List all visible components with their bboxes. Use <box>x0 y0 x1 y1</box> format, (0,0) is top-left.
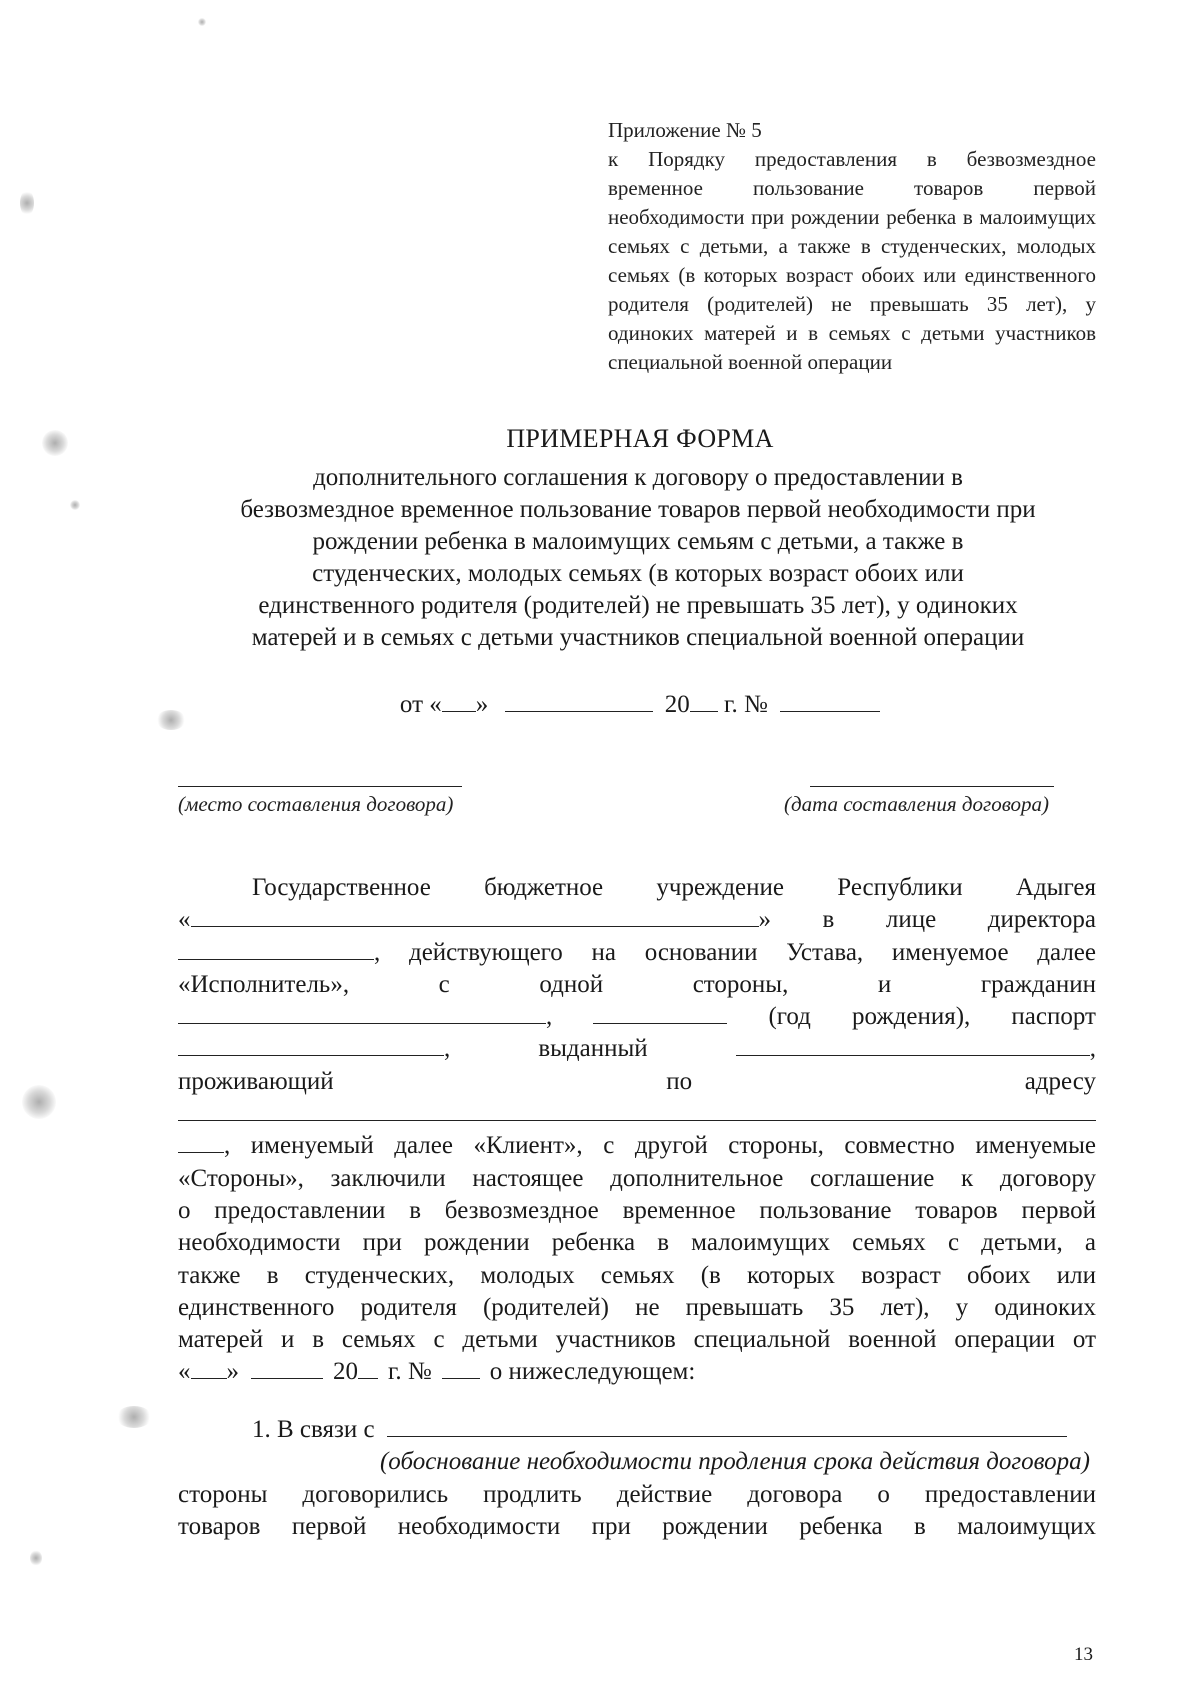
preamble-line-5 <box>178 1001 1096 1033</box>
scan-speck <box>116 1406 152 1428</box>
contract-month-blank[interactable] <box>251 1356 323 1379</box>
birth-year-blank[interactable] <box>593 1001 727 1024</box>
date-quote-close: » <box>475 691 489 718</box>
scan-speck <box>42 430 68 456</box>
year-blank[interactable] <box>690 689 718 712</box>
preamble-line-7 <box>178 1066 1096 1098</box>
preamble-line-4 <box>178 969 1096 1001</box>
form-subtitle <box>178 462 1098 654</box>
word: одной <box>539 970 604 998</box>
word: лице <box>885 906 937 934</box>
preamble-text-line: о предоставлении в безвозмездное временное пользование товаров первой <box>178 1196 1096 1224</box>
citizen-name-blank[interactable] <box>178 1001 546 1024</box>
year-prefix: 20 <box>333 1358 358 1386</box>
scan-speck <box>20 190 34 216</box>
preamble-line-2 <box>178 904 1096 936</box>
number-label: г. № <box>388 1358 432 1386</box>
preamble-text-line: «Стороны», заключили настоящее дополнительное соглашение к договору <box>178 1164 1096 1192</box>
preamble-text-line: необходимости при рождении ребенка в малоимущих семьях с детьми, а <box>178 1229 1096 1257</box>
reason-blank[interactable] <box>387 1414 1067 1437</box>
clause-1-text-line: стороны договорились продлить действие договора о предоставлении <box>178 1480 1096 1508</box>
preamble-text: , именуемый далее «Клиент», с другой стороны, совместно именуемые <box>224 1132 1096 1160</box>
place-caption: (место составления договора) <box>178 792 454 816</box>
subtitle-line: единственного родителя (родителей) не превышать 35 лет), у одиноких <box>258 592 1018 619</box>
word: по <box>666 1067 693 1095</box>
comma: , <box>546 1003 553 1031</box>
appendix-text: к Порядку предоставления в безвозмездное временное пользование товаров первой необходимости при рождении ребенка в малоимущих семьях с детьми, а также в студенческих, молодых семьях (в которых возраст обоих или единственного родителя (родителей) не превышать 35 лет), у одиноких матерей и в семьях с детьми участников специальной военной операции <box>608 147 1096 374</box>
appendix-block <box>608 116 1096 377</box>
word: (год <box>768 1003 811 1031</box>
director-name-blank[interactable] <box>178 937 374 960</box>
word: стороны, <box>692 970 789 998</box>
comma: , <box>1089 1035 1096 1063</box>
preamble-text: , действующего на основании Устава, именуемое далее <box>374 938 1096 966</box>
month-blank[interactable] <box>505 689 653 712</box>
day-blank[interactable] <box>442 689 476 712</box>
clause-1 <box>178 1414 1096 1543</box>
place-line[interactable] <box>178 786 462 787</box>
address-end-blank[interactable] <box>178 1130 224 1153</box>
word: бюджетное <box>484 874 604 901</box>
preamble-text: о нижеследующем: <box>489 1358 696 1386</box>
date-line[interactable] <box>810 786 1054 787</box>
year-prefix: 20 <box>664 691 690 718</box>
issued-by-blank[interactable] <box>736 1033 1090 1056</box>
passport-blank[interactable] <box>178 1033 444 1056</box>
word: рождения), <box>852 1003 971 1031</box>
clause-1-text-line: товаров первой необходимости при рождении ребенка в малоимущих <box>178 1512 1096 1540</box>
preamble-line-1 <box>178 872 1096 904</box>
word: Адыгея <box>1015 874 1096 901</box>
date-caption: (дата составления договора) <box>784 792 1050 816</box>
contract-year-blank[interactable] <box>358 1356 378 1379</box>
page-number: 13 <box>1074 1644 1093 1665</box>
preamble-text-line: единственного родителя (родителей) не превышать 35 лет), у одиноких <box>178 1293 1096 1321</box>
word: «Исполнитель», <box>178 970 350 998</box>
preamble-line-9 <box>178 1130 1096 1162</box>
agreement-date-line <box>150 689 1130 719</box>
number-blank[interactable] <box>780 689 880 712</box>
quote-open: « <box>178 1358 191 1386</box>
word: в <box>822 906 835 934</box>
word: Республики <box>837 874 963 901</box>
date-prefix: от « <box>399 691 442 718</box>
word: Государственное <box>252 874 431 901</box>
subtitle-line: рождении ребенка в малоимущих семьям с детьми, а также в <box>312 528 964 555</box>
preamble-text-line: матерей и в семьях с детьми участников специальной военной операции от <box>178 1326 1096 1354</box>
quote-close: » <box>758 906 771 934</box>
scan-speck <box>22 1085 56 1119</box>
address-line <box>178 1098 1096 1130</box>
agreement-preamble <box>178 872 1096 1389</box>
subtitle-line: студенческих, молодых семьях (в которых возраст обоих или <box>312 560 964 587</box>
word: учреждение <box>656 874 785 901</box>
word: проживающий <box>178 1067 334 1095</box>
clause-1-lead-line <box>178 1414 1096 1446</box>
reason-caption: (обоснование необходимости продления срока действия договора) <box>379 1448 1090 1476</box>
word: гражданин <box>980 970 1096 998</box>
scan-speck <box>30 1550 42 1566</box>
comma: , <box>444 1035 451 1063</box>
subtitle-line: безвозмездное временное пользование товаров первой необходимости при <box>240 496 1036 523</box>
word: выданный <box>538 1035 648 1063</box>
scan-speck <box>70 500 80 510</box>
word: директора <box>987 906 1096 934</box>
quote-open: « <box>178 906 191 934</box>
contract-day-blank[interactable] <box>191 1356 227 1379</box>
preamble-line-3 <box>178 937 1096 969</box>
form-title: ПРИМЕРНАЯ ФОРМА <box>506 424 774 453</box>
subtitle-line: дополнительного соглашения к договору о предоставлении в <box>313 464 963 491</box>
address-blank[interactable] <box>178 1098 1096 1121</box>
preamble-last-line <box>178 1356 1096 1388</box>
word: адресу <box>1024 1067 1096 1095</box>
appendix-number: Приложение № 5 <box>608 118 762 142</box>
number-label: г. № <box>724 691 768 718</box>
scan-speck <box>198 18 206 26</box>
word: и <box>877 970 892 998</box>
preamble-line-6 <box>178 1033 1096 1065</box>
clause-1-lead: 1. В связи с <box>252 1416 375 1443</box>
subtitle-line: матерей и в семьях с детьми участников специальной военной операции <box>251 624 1025 651</box>
word: паспорт <box>1011 1003 1096 1031</box>
institution-name-blank[interactable] <box>191 904 759 927</box>
preamble-text-line: также в студенческих, молодых семьях (в которых возраст обоих или <box>178 1261 1096 1289</box>
word: с <box>438 970 450 998</box>
contract-number-blank[interactable] <box>442 1356 480 1379</box>
quote-close: » <box>226 1358 239 1386</box>
